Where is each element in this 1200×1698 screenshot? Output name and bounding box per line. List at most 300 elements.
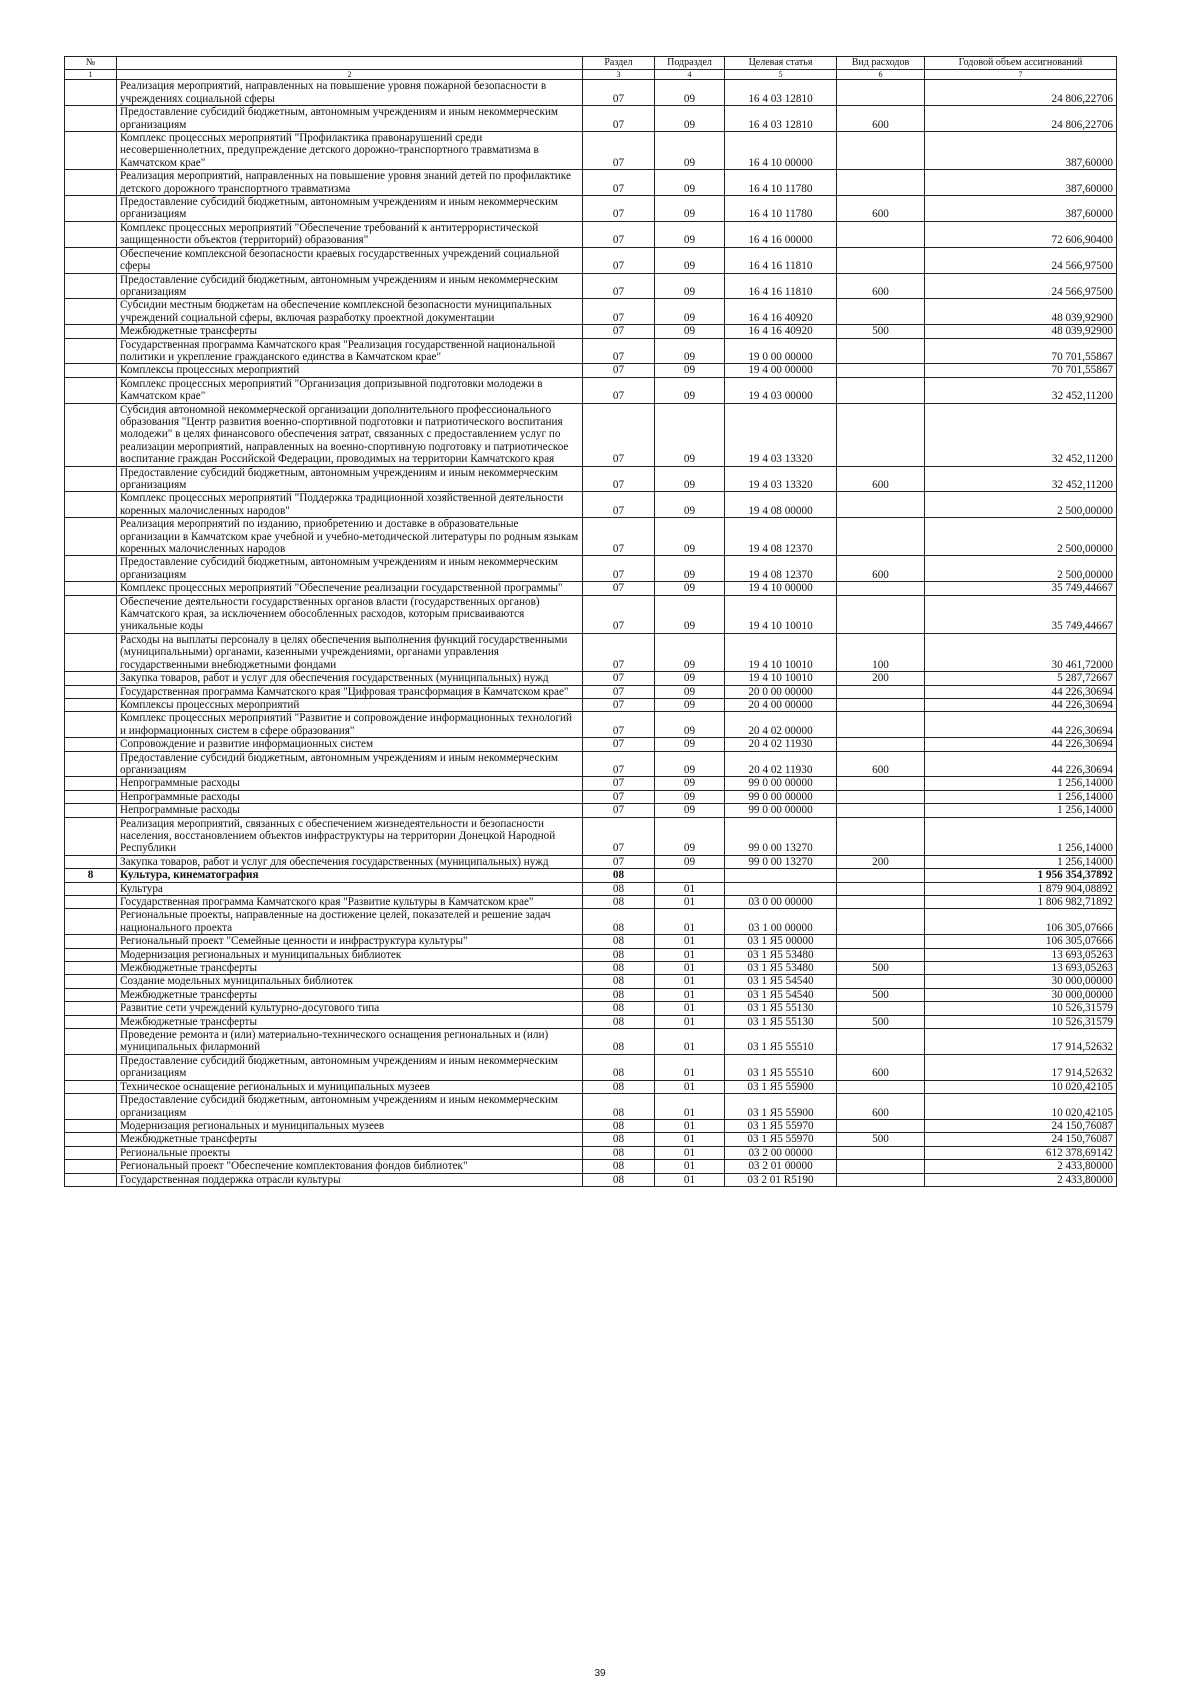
column-number: 4 xyxy=(655,70,725,80)
cell-exptype: 500 xyxy=(837,962,925,975)
cell-num xyxy=(65,196,117,222)
cell-exptype xyxy=(837,869,925,882)
cell-amount: 10 526,31579 xyxy=(925,1015,1117,1028)
cell-section: 07 xyxy=(583,132,655,170)
table-row xyxy=(65,1080,1117,1093)
table-row xyxy=(65,106,1117,132)
cell-num xyxy=(65,338,117,364)
table-row xyxy=(65,1119,1117,1132)
cell-name: Межбюджетные трансферты xyxy=(117,1015,583,1028)
cell-subsection: 09 xyxy=(655,698,725,711)
table-row xyxy=(65,1094,1117,1120)
cell-target: 03 1 Я5 00000 xyxy=(725,935,837,948)
cell-subsection xyxy=(655,869,725,882)
cell-target: 16 4 10 00000 xyxy=(725,132,837,170)
cell-name: Государственная программа Камчатского края "Цифровая трансформация в Камчатском крае" xyxy=(117,685,583,698)
table-row xyxy=(65,595,1117,633)
cell-exptype xyxy=(837,738,925,751)
cell-exptype xyxy=(837,492,925,518)
cell-target: 19 4 10 10010 xyxy=(725,595,837,633)
cell-amount: 13 693,05263 xyxy=(925,948,1117,961)
cell-target: 19 4 03 00000 xyxy=(725,377,837,403)
cell-subsection: 09 xyxy=(655,556,725,582)
cell-name: Комплексы процессных мероприятий xyxy=(117,698,583,711)
cell-exptype: 600 xyxy=(837,1094,925,1120)
cell-name: Культура xyxy=(117,882,583,895)
cell-section: 07 xyxy=(583,80,655,106)
cell-section: 07 xyxy=(583,518,655,556)
cell-num xyxy=(65,988,117,1001)
table-row xyxy=(65,247,1117,273)
cell-exptype: 600 xyxy=(837,106,925,132)
cell-num xyxy=(65,325,117,338)
cell-section: 08 xyxy=(583,1133,655,1146)
table-row xyxy=(65,855,1117,868)
cell-target: 19 4 03 13320 xyxy=(725,466,837,492)
cell-num xyxy=(65,685,117,698)
cell-subsection: 09 xyxy=(655,338,725,364)
cell-amount: 44 226,30694 xyxy=(925,751,1117,777)
cell-num xyxy=(65,790,117,803)
cell-section: 08 xyxy=(583,1146,655,1159)
cell-exptype xyxy=(837,896,925,909)
cell-name: Региональный проект "Семейные ценности и инфраструктура культуры" xyxy=(117,935,583,948)
cell-target: 03 1 Я5 54540 xyxy=(725,975,837,988)
cell-section: 07 xyxy=(583,685,655,698)
cell-target: 20 4 02 11930 xyxy=(725,738,837,751)
cell-section: 07 xyxy=(583,492,655,518)
header-subsection: Подраздел xyxy=(655,57,725,70)
table-row xyxy=(65,1054,1117,1080)
cell-exptype xyxy=(837,948,925,961)
cell-amount: 10 020,42105 xyxy=(925,1080,1117,1093)
cell-name: Реализация мероприятий, связанных с обеспечением жизнедеятельности и безопасности населения, восстановлением объектов инфраструктуры на территории Донецкой Народной Республики xyxy=(117,817,583,855)
cell-num xyxy=(65,273,117,299)
cell-amount: 1 256,14000 xyxy=(925,790,1117,803)
cell-exptype: 600 xyxy=(837,466,925,492)
table-row xyxy=(65,582,1117,595)
cell-num xyxy=(65,377,117,403)
cell-amount: 44 226,30694 xyxy=(925,698,1117,711)
cell-exptype xyxy=(837,221,925,247)
table-row xyxy=(65,1146,1117,1159)
cell-subsection: 09 xyxy=(655,518,725,556)
header-target: Целевая статья xyxy=(725,57,837,70)
table-row xyxy=(65,1015,1117,1028)
cell-section: 07 xyxy=(583,738,655,751)
cell-subsection: 09 xyxy=(655,196,725,222)
cell-section: 07 xyxy=(583,582,655,595)
cell-amount: 24 150,76087 xyxy=(925,1119,1117,1132)
cell-num xyxy=(65,975,117,988)
cell-amount: 24 806,22706 xyxy=(925,106,1117,132)
cell-target: 03 1 Я5 55900 xyxy=(725,1094,837,1120)
table-header-row xyxy=(65,57,1117,70)
cell-amount: 2 500,00000 xyxy=(925,492,1117,518)
cell-name: Субсидии местным бюджетам на обеспечение комплексной безопасности муниципальных учреждений социальной сферы, включая разработку проектной документации xyxy=(117,299,583,325)
cell-num xyxy=(65,672,117,685)
cell-target: 03 1 Я5 53480 xyxy=(725,948,837,961)
budget-allocation-table xyxy=(64,56,1117,1187)
cell-subsection: 09 xyxy=(655,738,725,751)
column-number: 7 xyxy=(925,70,1117,80)
cell-name: Предоставление субсидий бюджетным, автономным учреждениям и иным некоммерческим организациям xyxy=(117,466,583,492)
cell-name: Расходы на выплаты персоналу в целях обеспечения выполнения функций государственными (муниципальными) органами, казенными учреждениями, органами управления государственными внебюджетными фондами xyxy=(117,633,583,671)
cell-exptype xyxy=(837,364,925,377)
cell-name: Предоставление субсидий бюджетным, автономным учреждениям и иным некоммерческим организациям xyxy=(117,1054,583,1080)
cell-section: 07 xyxy=(583,196,655,222)
column-number: 5 xyxy=(725,70,837,80)
table-row xyxy=(65,975,1117,988)
cell-target: 16 4 16 40920 xyxy=(725,299,837,325)
cell-amount: 35 749,44667 xyxy=(925,582,1117,595)
cell-name: Реализация мероприятий, направленных на повышение уровня пожарной безопасности в учреждениях социальной сферы xyxy=(117,80,583,106)
cell-amount: 24 566,97500 xyxy=(925,247,1117,273)
cell-exptype xyxy=(837,595,925,633)
cell-section: 07 xyxy=(583,855,655,868)
cell-amount: 2 500,00000 xyxy=(925,518,1117,556)
cell-section: 08 xyxy=(583,1002,655,1015)
cell-subsection: 01 xyxy=(655,1080,725,1093)
cell-name: Предоставление субсидий бюджетным, автономным учреждениям и иным некоммерческим организациям xyxy=(117,751,583,777)
table-row xyxy=(65,962,1117,975)
cell-num xyxy=(65,948,117,961)
cell-name: Региональные проекты, направленные на достижение целей, показателей и решение задач национального проекта xyxy=(117,909,583,935)
cell-name: Модернизация региональных и муниципальных библиотек xyxy=(117,948,583,961)
cell-section: 07 xyxy=(583,299,655,325)
cell-name: Обеспечение деятельности государственных органов власти (государственных органов) Камчатского края, за исключением обособленных расходов, которым присваиваются уникальные коды xyxy=(117,595,583,633)
cell-section: 07 xyxy=(583,633,655,671)
cell-name: Комплексы процессных мероприятий xyxy=(117,364,583,377)
cell-name: Реализация мероприятий, направленных на повышение уровня знаний детей по профилактике детского дорожного транспортного травматизма xyxy=(117,170,583,196)
cell-target: 16 4 03 12810 xyxy=(725,106,837,132)
cell-subsection: 09 xyxy=(655,377,725,403)
cell-subsection: 09 xyxy=(655,777,725,790)
cell-target: 16 4 16 40920 xyxy=(725,325,837,338)
table-row xyxy=(65,196,1117,222)
cell-num xyxy=(65,518,117,556)
table-row xyxy=(65,935,1117,948)
cell-subsection: 01 xyxy=(655,1146,725,1159)
cell-amount: 24 806,22706 xyxy=(925,80,1117,106)
cell-name: Комплекс процессных мероприятий "Организация допризывной подготовки молодежи в Камчатском крае" xyxy=(117,377,583,403)
cell-name: Непрограммные расходы xyxy=(117,777,583,790)
cell-num xyxy=(65,1146,117,1159)
column-number-row xyxy=(65,70,1117,80)
cell-exptype: 200 xyxy=(837,855,925,868)
table-row xyxy=(65,1029,1117,1055)
cell-exptype xyxy=(837,790,925,803)
budget-table-sheet xyxy=(64,56,1116,1187)
table-row xyxy=(65,882,1117,895)
cell-amount: 13 693,05263 xyxy=(925,962,1117,975)
cell-subsection: 09 xyxy=(655,582,725,595)
cell-section: 08 xyxy=(583,896,655,909)
cell-num xyxy=(65,909,117,935)
cell-exptype xyxy=(837,338,925,364)
cell-amount: 30 461,72000 xyxy=(925,633,1117,671)
table-body xyxy=(65,80,1117,1187)
table-row xyxy=(65,777,1117,790)
cell-num xyxy=(65,777,117,790)
cell-exptype xyxy=(837,170,925,196)
cell-exptype xyxy=(837,935,925,948)
cell-exptype xyxy=(837,1119,925,1132)
cell-subsection: 09 xyxy=(655,712,725,738)
cell-subsection: 09 xyxy=(655,299,725,325)
cell-target: 20 0 00 00000 xyxy=(725,685,837,698)
cell-subsection: 01 xyxy=(655,882,725,895)
cell-subsection: 01 xyxy=(655,1054,725,1080)
cell-num xyxy=(65,170,117,196)
cell-exptype xyxy=(837,685,925,698)
table-row xyxy=(65,299,1117,325)
cell-num xyxy=(65,804,117,817)
cell-num xyxy=(65,364,117,377)
cell-amount: 1 806 982,71892 xyxy=(925,896,1117,909)
cell-amount: 1 879 904,08892 xyxy=(925,882,1117,895)
table-row xyxy=(65,672,1117,685)
cell-num xyxy=(65,1173,117,1186)
cell-section: 08 xyxy=(583,1094,655,1120)
cell-name: Государственная поддержка отрасли культуры xyxy=(117,1173,583,1186)
cell-name: Непрограммные расходы xyxy=(117,804,583,817)
cell-subsection: 09 xyxy=(655,273,725,299)
cell-name: Региональные проекты xyxy=(117,1146,583,1159)
cell-subsection: 01 xyxy=(655,1094,725,1120)
table-row xyxy=(65,338,1117,364)
cell-subsection: 09 xyxy=(655,364,725,377)
cell-target: 03 2 01 00000 xyxy=(725,1160,837,1173)
cell-section: 07 xyxy=(583,556,655,582)
cell-exptype: 500 xyxy=(837,1133,925,1146)
table-row xyxy=(65,170,1117,196)
cell-target: 03 1 Я5 55510 xyxy=(725,1054,837,1080)
cell-name: Комплекс процессных мероприятий "Развитие и сопровождение информационных технологий и информационных систем в сфере образования" xyxy=(117,712,583,738)
cell-subsection: 01 xyxy=(655,935,725,948)
cell-exptype xyxy=(837,518,925,556)
cell-section: 07 xyxy=(583,777,655,790)
cell-amount: 2 433,80000 xyxy=(925,1160,1117,1173)
cell-exptype xyxy=(837,909,925,935)
cell-subsection: 09 xyxy=(655,595,725,633)
cell-name: Комплекс процессных мероприятий "Поддержка традиционной хозяйственной деятельности коренных малочисленных народов" xyxy=(117,492,583,518)
cell-amount: 387,60000 xyxy=(925,170,1117,196)
cell-num xyxy=(65,1029,117,1055)
table-row xyxy=(65,988,1117,1001)
cell-exptype: 200 xyxy=(837,672,925,685)
cell-amount: 44 226,30694 xyxy=(925,685,1117,698)
cell-target: 16 4 10 11780 xyxy=(725,170,837,196)
cell-target: 19 4 08 12370 xyxy=(725,518,837,556)
cell-exptype xyxy=(837,698,925,711)
column-number: 2 xyxy=(117,70,583,80)
cell-subsection: 09 xyxy=(655,132,725,170)
cell-target: 19 4 10 10010 xyxy=(725,672,837,685)
cell-target: 99 0 00 00000 xyxy=(725,790,837,803)
cell-section: 07 xyxy=(583,595,655,633)
cell-section: 07 xyxy=(583,364,655,377)
cell-subsection: 09 xyxy=(655,633,725,671)
cell-amount: 2 433,80000 xyxy=(925,1173,1117,1186)
cell-section: 08 xyxy=(583,909,655,935)
cell-name: Предоставление субсидий бюджетным, автономным учреждениям и иным некоммерческим организациям xyxy=(117,273,583,299)
cell-section: 07 xyxy=(583,273,655,299)
table-row xyxy=(65,221,1117,247)
cell-amount: 2 500,00000 xyxy=(925,556,1117,582)
cell-name: Государственная программа Камчатского края "Развитие культуры в Камчатском крае" xyxy=(117,896,583,909)
cell-num xyxy=(65,935,117,948)
cell-name: Проведение ремонта и (или) материально-технического оснащения региональных и (или) муниципальных филармоний xyxy=(117,1029,583,1055)
cell-name: Предоставление субсидий бюджетным, автономным учреждениям и иным некоммерческим организациям xyxy=(117,196,583,222)
cell-target: 16 4 16 11810 xyxy=(725,247,837,273)
table-row xyxy=(65,466,1117,492)
cell-subsection: 01 xyxy=(655,1133,725,1146)
cell-amount: 387,60000 xyxy=(925,196,1117,222)
cell-section: 08 xyxy=(583,1160,655,1173)
cell-target xyxy=(725,882,837,895)
table-row xyxy=(65,685,1117,698)
cell-num xyxy=(65,1080,117,1093)
cell-section: 07 xyxy=(583,817,655,855)
cell-amount: 30 000,00000 xyxy=(925,988,1117,1001)
cell-name: Непрограммные расходы xyxy=(117,790,583,803)
table-row xyxy=(65,325,1117,338)
column-number: 6 xyxy=(837,70,925,80)
cell-target: 19 4 00 00000 xyxy=(725,364,837,377)
cell-num xyxy=(65,738,117,751)
cell-name: Техническое оснащение региональных и муниципальных музеев xyxy=(117,1080,583,1093)
cell-target: 20 4 02 11930 xyxy=(725,751,837,777)
cell-num xyxy=(65,1002,117,1015)
cell-subsection: 01 xyxy=(655,1029,725,1055)
cell-num xyxy=(65,299,117,325)
cell-target xyxy=(725,869,837,882)
cell-exptype xyxy=(837,777,925,790)
cell-amount: 1 256,14000 xyxy=(925,855,1117,868)
cell-amount: 10 526,31579 xyxy=(925,1002,1117,1015)
cell-name: Обеспечение комплексной безопасности краевых государственных учреждений социальной сферы xyxy=(117,247,583,273)
cell-amount: 106 305,07666 xyxy=(925,909,1117,935)
cell-num: 8 xyxy=(65,869,117,882)
cell-num xyxy=(65,221,117,247)
cell-amount: 70 701,55867 xyxy=(925,364,1117,377)
cell-subsection: 09 xyxy=(655,817,725,855)
cell-exptype: 600 xyxy=(837,1054,925,1080)
cell-amount: 44 226,30694 xyxy=(925,712,1117,738)
cell-amount: 387,60000 xyxy=(925,132,1117,170)
cell-amount: 1 956 354,37892 xyxy=(925,869,1117,882)
header-amount: Годовой объем ассигнований xyxy=(925,57,1117,70)
cell-section: 08 xyxy=(583,869,655,882)
cell-exptype: 600 xyxy=(837,751,925,777)
cell-section: 07 xyxy=(583,790,655,803)
cell-subsection: 01 xyxy=(655,896,725,909)
cell-name: Межбюджетные трансферты xyxy=(117,962,583,975)
cell-subsection: 01 xyxy=(655,1160,725,1173)
cell-amount: 612 378,69142 xyxy=(925,1146,1117,1159)
table-row xyxy=(65,1160,1117,1173)
cell-target: 03 1 Я5 55970 xyxy=(725,1133,837,1146)
cell-target: 19 4 08 00000 xyxy=(725,492,837,518)
cell-num xyxy=(65,751,117,777)
cell-target: 03 2 00 00000 xyxy=(725,1146,837,1159)
cell-num xyxy=(65,1160,117,1173)
cell-exptype xyxy=(837,377,925,403)
cell-target: 20 4 02 00000 xyxy=(725,712,837,738)
cell-target: 19 4 10 10010 xyxy=(725,633,837,671)
cell-section: 08 xyxy=(583,948,655,961)
cell-target: 16 4 03 12810 xyxy=(725,80,837,106)
header-name xyxy=(117,57,583,70)
cell-exptype xyxy=(837,1029,925,1055)
cell-exptype xyxy=(837,1002,925,1015)
cell-num xyxy=(65,556,117,582)
cell-subsection: 09 xyxy=(655,325,725,338)
cell-amount: 24 566,97500 xyxy=(925,273,1117,299)
cell-num xyxy=(65,712,117,738)
cell-target: 20 4 00 00000 xyxy=(725,698,837,711)
cell-name: Культура, кинематография xyxy=(117,869,583,882)
cell-subsection: 09 xyxy=(655,492,725,518)
table-row xyxy=(65,804,1117,817)
cell-section: 08 xyxy=(583,975,655,988)
table-row xyxy=(65,790,1117,803)
cell-exptype xyxy=(837,132,925,170)
cell-exptype: 600 xyxy=(837,556,925,582)
cell-exptype xyxy=(837,804,925,817)
cell-num xyxy=(65,817,117,855)
cell-target: 03 1 Я5 55970 xyxy=(725,1119,837,1132)
table-row xyxy=(65,738,1117,751)
cell-target: 03 1 00 00000 xyxy=(725,909,837,935)
table-row xyxy=(65,698,1117,711)
cell-amount: 5 287,72667 xyxy=(925,672,1117,685)
table-row xyxy=(65,712,1117,738)
cell-name: Развитие сети учреждений культурно-досугового типа xyxy=(117,1002,583,1015)
cell-amount: 44 226,30694 xyxy=(925,738,1117,751)
cell-num xyxy=(65,1015,117,1028)
cell-subsection: 01 xyxy=(655,988,725,1001)
table-row xyxy=(65,492,1117,518)
cell-num xyxy=(65,1133,117,1146)
cell-subsection: 01 xyxy=(655,1002,725,1015)
cell-num xyxy=(65,698,117,711)
cell-section: 08 xyxy=(583,1015,655,1028)
cell-num xyxy=(65,247,117,273)
header-num: № xyxy=(65,57,117,70)
cell-subsection: 09 xyxy=(655,221,725,247)
cell-amount: 24 150,76087 xyxy=(925,1133,1117,1146)
cell-section: 08 xyxy=(583,882,655,895)
cell-exptype: 100 xyxy=(837,633,925,671)
cell-name: Субсидия автономной некоммерческой организации дополнительного профессионального образования "Центр развития военно-спортивной подготовки и патриотического воспитания молодежи" в целях финансового обеспечения затрат, связанных с предоставлением услуг по реализации мероприятий, направленных на военно-спортивную подготовку и патриотическое воспитание граждан Российской Федерации, проводимых на территории Камчатского края xyxy=(117,403,583,466)
cell-name: Межбюджетные трансферты xyxy=(117,1133,583,1146)
cell-target: 16 4 10 11780 xyxy=(725,196,837,222)
cell-name: Модернизация региональных и муниципальных музеев xyxy=(117,1119,583,1132)
cell-exptype xyxy=(837,247,925,273)
cell-section: 08 xyxy=(583,1080,655,1093)
table-row xyxy=(65,869,1117,882)
cell-num xyxy=(65,132,117,170)
cell-num xyxy=(65,80,117,106)
cell-subsection: 01 xyxy=(655,948,725,961)
cell-exptype xyxy=(837,582,925,595)
cell-amount: 32 452,11200 xyxy=(925,377,1117,403)
table-row xyxy=(65,518,1117,556)
cell-target: 03 1 Я5 55130 xyxy=(725,1002,837,1015)
cell-section: 08 xyxy=(583,988,655,1001)
